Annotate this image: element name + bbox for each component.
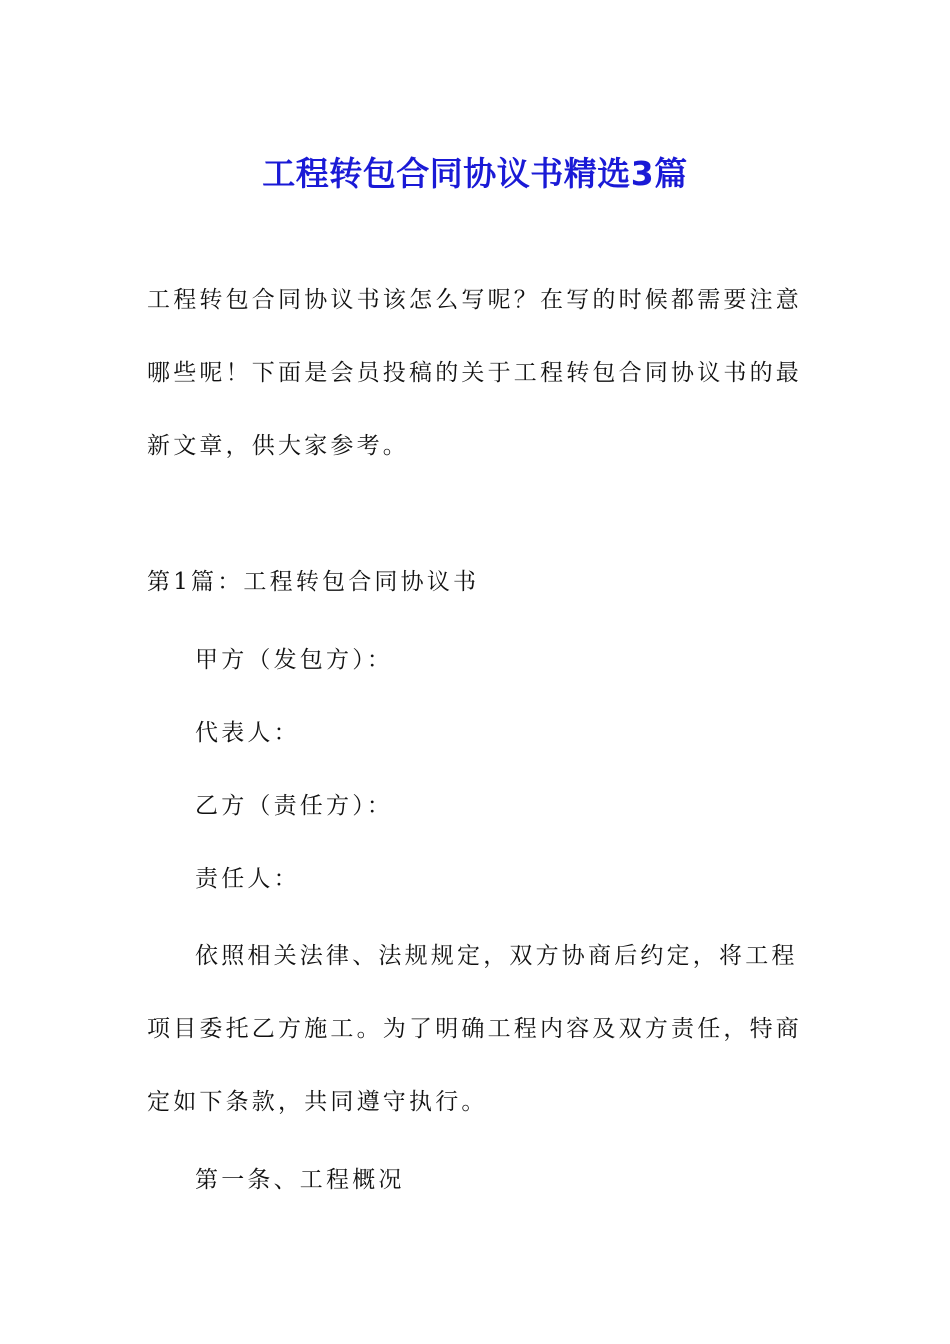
intro-paragraph: 工程转包合同协议书该怎么写呢？在写的时候都需要注意哪些呢！下面是会员投稿的关于工程转包合同协议书的最新文章，供大家参考。 — [147, 287, 802, 459]
document-title: 工程转包合同协议书精选3篇 — [262, 154, 688, 194]
representative-label: 代表人： — [195, 720, 300, 746]
responsible-person-label: 责任人： — [195, 866, 300, 892]
party-b-label: 乙方（责任方）： — [195, 793, 394, 819]
party-a-label: 甲方（发包方）： — [195, 647, 394, 673]
section-heading: 第1篇：工程转包合同协议书 — [147, 569, 480, 595]
body-paragraph: 依照相关法律、法规规定，双方协商后约定，将工程项目委托乙方施工。为了明确工程内容及双方责任，特商定如下条款，共同遵守执行。 — [147, 943, 802, 1115]
article-one-heading: 第一条、工程概况 — [195, 1167, 405, 1193]
